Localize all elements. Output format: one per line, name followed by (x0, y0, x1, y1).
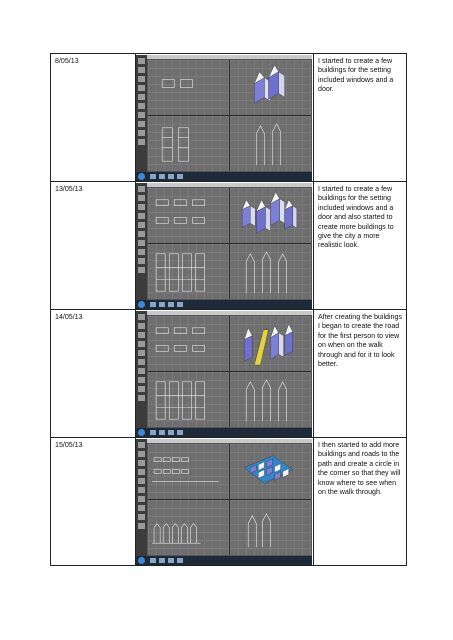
taskbar (136, 556, 312, 565)
software-toolbar (147, 439, 312, 443)
log-row (51, 438, 407, 566)
front-viewport (148, 372, 229, 427)
software-sidebar (136, 439, 147, 556)
software-sidebar (136, 183, 147, 300)
viewport-grid (148, 316, 311, 427)
taskbar (136, 300, 312, 309)
side-viewport (230, 244, 311, 299)
taskbar (136, 172, 312, 181)
modelling-screenshot (136, 311, 312, 437)
software-sidebar (136, 55, 147, 172)
perspective-viewport (230, 444, 311, 499)
side-viewport (230, 116, 311, 171)
screenshot-cell (136, 54, 314, 182)
progress-log-table (50, 53, 407, 566)
date-cell (51, 310, 136, 438)
entry-date: 15/05/13 (55, 441, 83, 449)
entry-date: 13/05/13 (55, 185, 83, 193)
viewport-grid (148, 444, 311, 555)
entry-note: I started to create a few buildings for the setting included windows and a door and also started to create more buildings to give the city a more realistic look. (318, 185, 394, 250)
modelling-screenshot (136, 55, 312, 181)
date-cell (51, 54, 136, 182)
software-toolbar (147, 183, 312, 187)
top-viewport (148, 60, 229, 115)
top-viewport (148, 316, 229, 371)
taskbar (136, 428, 312, 437)
entry-date: 8/05/13 (55, 57, 79, 65)
entry-date: 14/05/13 (55, 313, 83, 321)
log-row (51, 182, 407, 310)
front-viewport (148, 244, 229, 299)
note-cell (314, 54, 407, 182)
front-viewport (148, 500, 229, 555)
log-row (51, 310, 407, 438)
perspective-viewport (230, 188, 311, 243)
perspective-viewport (230, 60, 311, 115)
software-toolbar (147, 311, 312, 315)
modelling-screenshot (136, 439, 312, 565)
note-cell (314, 182, 407, 310)
screenshot-cell (136, 438, 314, 566)
front-viewport (148, 116, 229, 171)
software-toolbar (147, 55, 312, 59)
viewport-grid (148, 188, 311, 299)
entry-note: I started to create a few buildings for the setting included windows and a door. (318, 57, 394, 94)
date-cell (51, 182, 136, 310)
software-sidebar (136, 311, 147, 428)
side-viewport (230, 500, 311, 555)
entry-note: After creating the buildings I began to create the road for the first person to view on when on the walk through and for it to look better. (318, 313, 402, 369)
screenshot-cell (136, 310, 314, 438)
modelling-screenshot (136, 183, 312, 309)
side-viewport (230, 372, 311, 427)
note-cell (314, 438, 407, 566)
date-cell (51, 438, 136, 566)
note-cell (314, 310, 407, 438)
perspective-viewport (230, 316, 311, 371)
entry-note: I then started to add more buildings and roads to the path and create a circle in the corner so that they will know where to see when on the walk through. (318, 441, 401, 497)
top-viewport (148, 188, 229, 243)
top-viewport (148, 444, 229, 499)
viewport-grid (148, 60, 311, 171)
screenshot-cell (136, 182, 314, 310)
log-row (51, 54, 407, 182)
